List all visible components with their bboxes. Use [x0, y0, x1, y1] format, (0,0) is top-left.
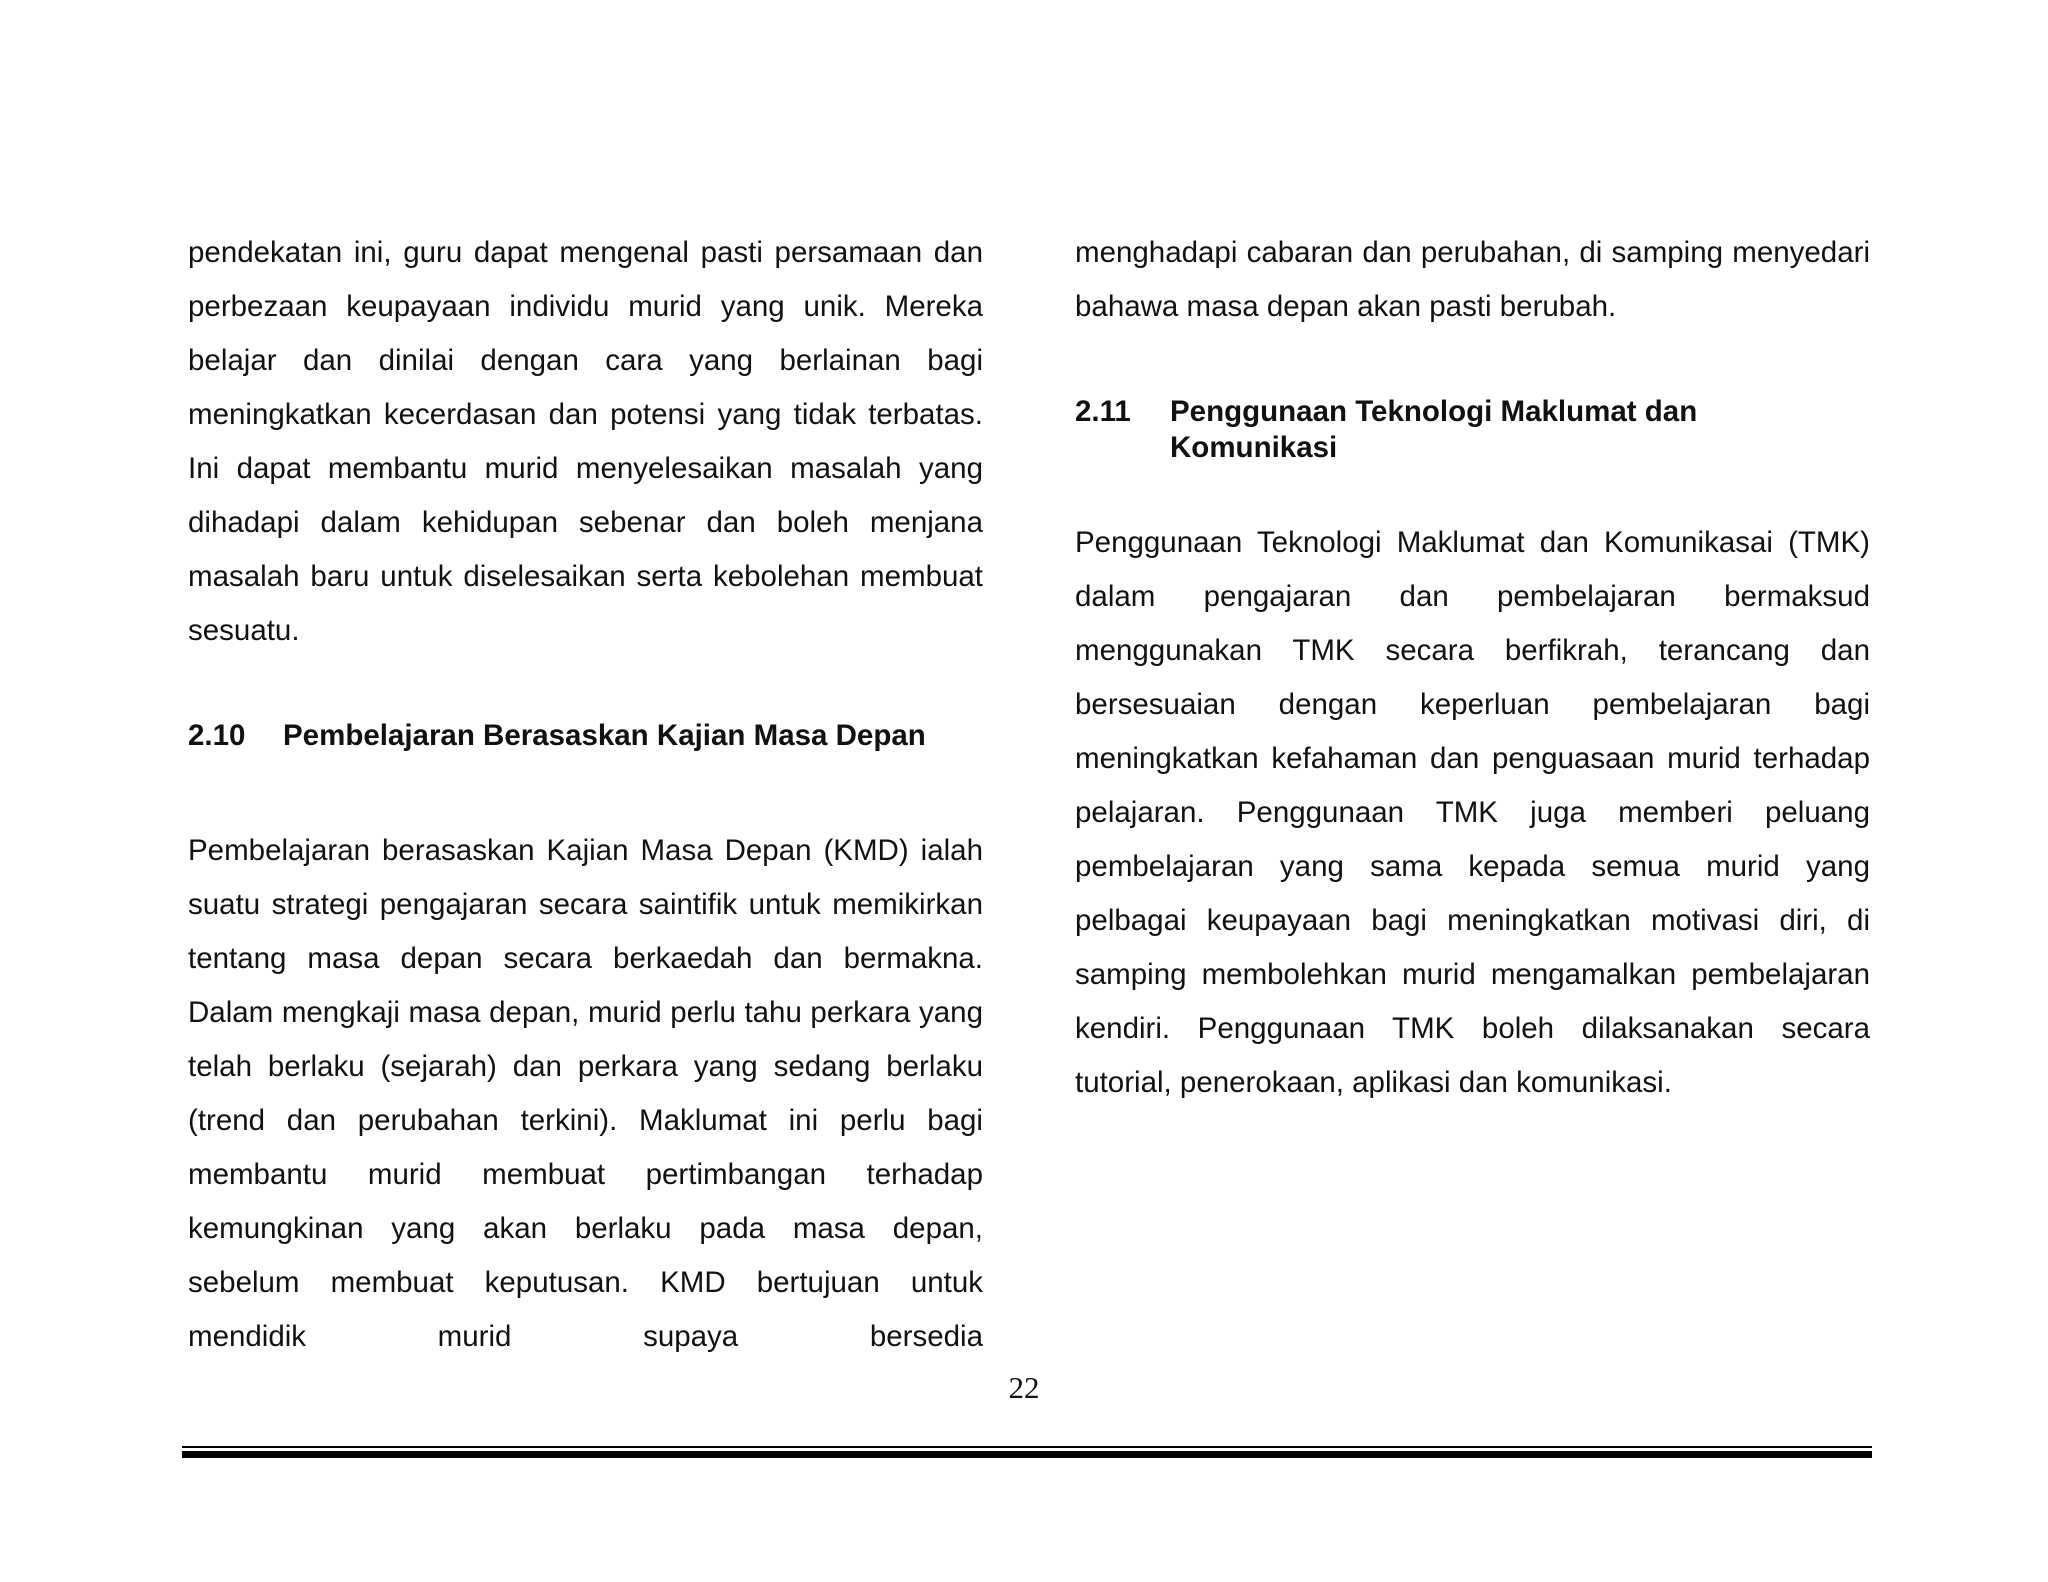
footer-rule	[182, 1446, 1872, 1458]
right-column	[1075, 226, 1870, 1110]
section-paragraph-kmd: Pembelajaran berasaskan Kajian Masa Depan (KMD) ialah suatu strategi pengajaran secara saintifik untuk memikirkan tentang masa depan secara berkaedah dan bermakna. Dalam mengkaji masa depan, murid perlu tahu perkara yang telah berlaku (sejarah) dan perkara yang sedang berlaku (trend dan perubahan terkini). Maklumat ini perlu bagi membantu murid membuat pertimbangan terhadap kemungkinan yang akan berlaku pada masa depan, sebelum membuat keputusan. KMD bertujuan untuk mendidik murid supaya bersedia	[188, 834, 983, 1353]
section-number: 2.11	[1075, 395, 1131, 428]
section-title: Penggunaan Teknologi Maklumat dan Komunikasi	[1170, 395, 1698, 464]
section-heading-2-11	[1075, 394, 1870, 466]
section-heading-2-10	[188, 718, 983, 754]
footer-rule-thick-line	[182, 1451, 1872, 1458]
left-column	[188, 226, 983, 1364]
section-paragraph-tmk: Penggunaan Teknologi Maklumat dan Komunikasai (TMK) dalam pengajaran dan pembelajaran bermaksud menggunakan TMK secara berfikrah, terancang dan bersesuaian dengan keperluan pembelajaran bagi meningkatkan kefahaman dan penguasaan murid terhadap pelajaran. Penggunaan TMK juga memberi peluang pembelajaran yang sama kepada semua murid yang pelbagai keupayaan bagi meningkatkan motivasi diri, di samping membolehkan murid mengamalkan pembelajaran kendiri. Penggunaan TMK boleh dilaksanakan secara tutorial, penerokaan, aplikasi dan komunikasi.	[1075, 526, 1870, 1099]
section-title: Pembelajaran Berasaskan Kajian Masa Depan	[283, 719, 926, 752]
intro-paragraph: pendekatan ini, guru dapat mengenal pasti persamaan dan perbezaan keupayaan individu murid yang unik. Mereka belajar dan dinilai dengan cara yang berlainan bagi meningkatkan kecerdasan dan potensi yang tidak terbatas. Ini dapat membantu murid menyelesaikan masalah yang dihadapi dalam kehidupan sebenar dan boleh menjana masalah baru untuk diselesaikan serta kebolehan membuat sesuatu.	[188, 236, 983, 647]
section-number: 2.10	[188, 719, 246, 752]
continued-paragraph: menghadapi cabaran dan perubahan, di samping menyedari bahawa masa depan akan pasti berubah.	[1075, 236, 1870, 323]
page-number: 22	[1008, 1370, 1040, 1405]
